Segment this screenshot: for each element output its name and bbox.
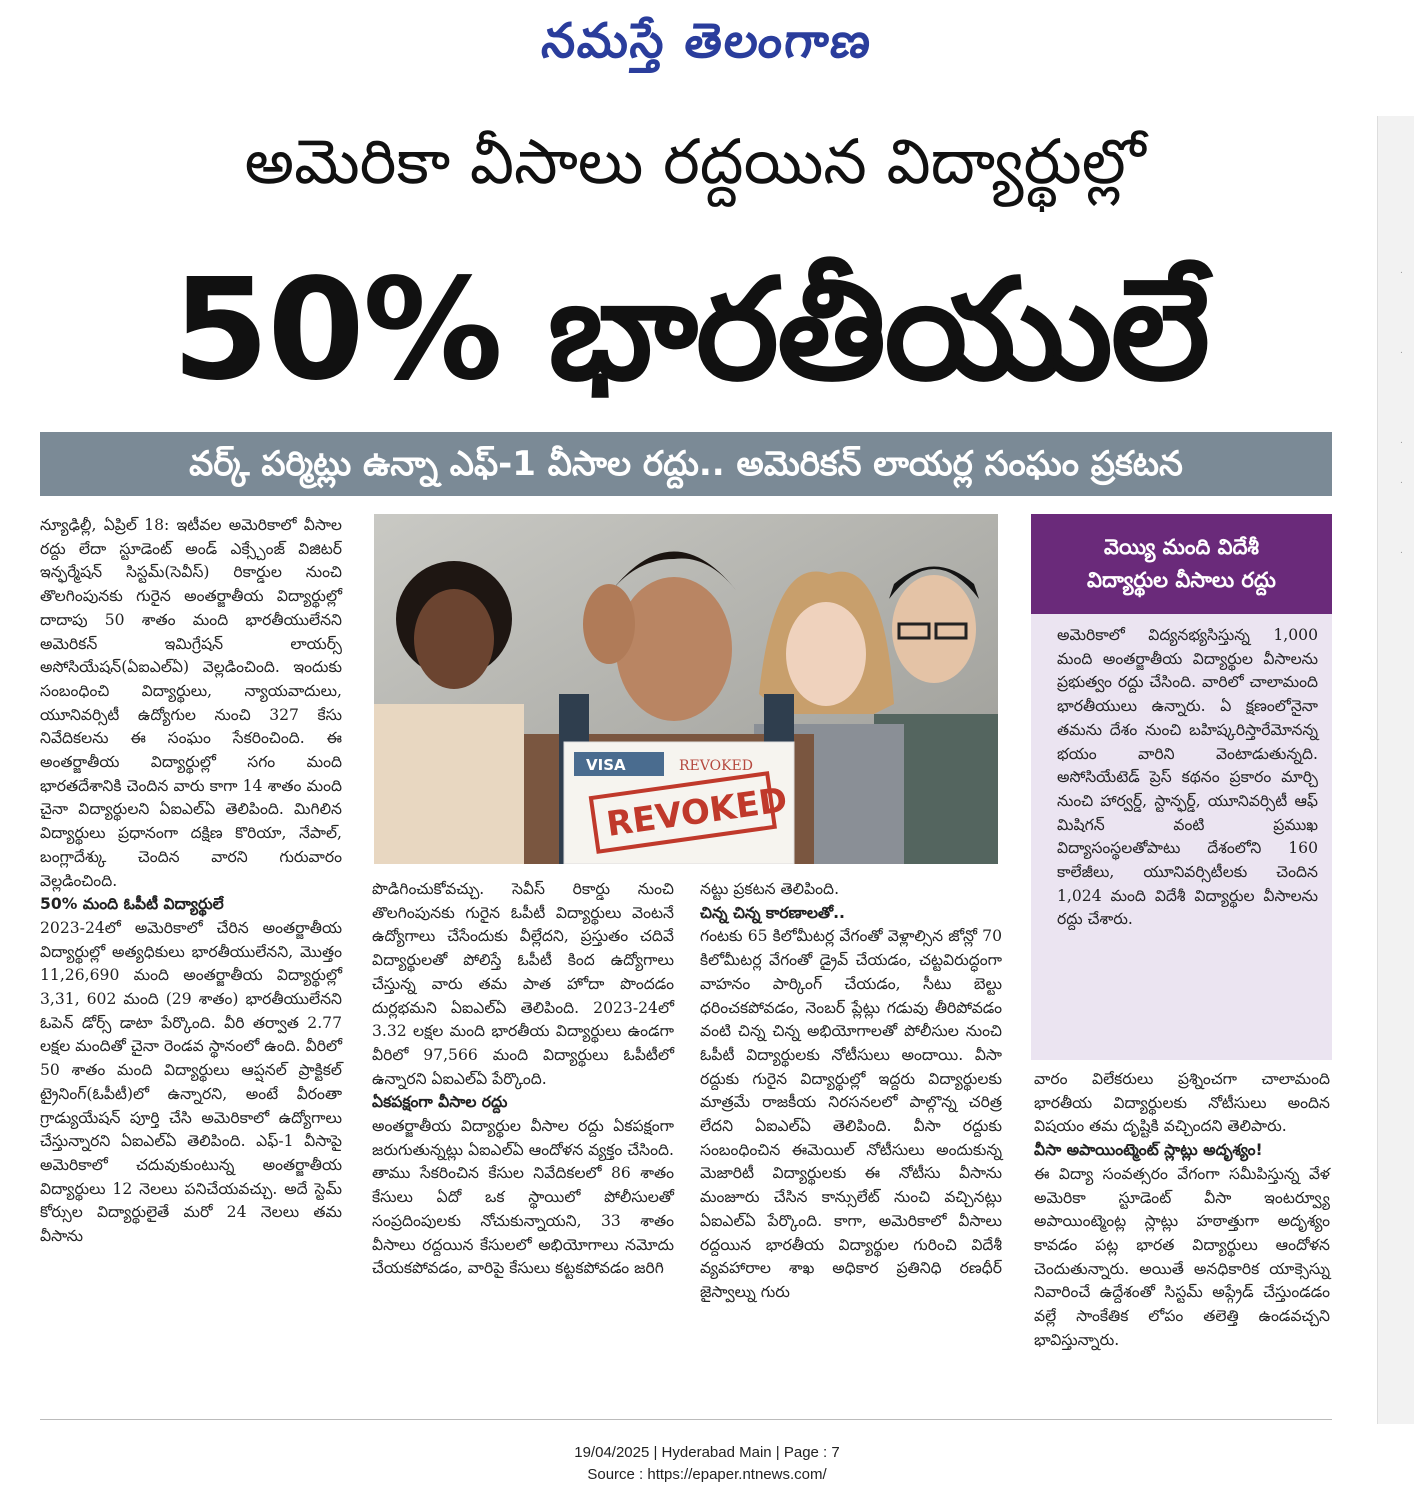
article-column-2 [372, 878, 674, 1281]
article-paragraph: గంటకు 65 కిలోమీటర్ల వేగంతో వెళ్లాల్సిన జోన్లో 70 కిలోమీటర్ల వేగంతో డ్రైవ్ చేయడం, చట్టవిరుద్ధంగా వాహనం పార్కింగ్ చేయడం, సీటు బెల్టు ధరించకపోవడం, నెంబర్ ప్లేట్లు గడువు తీరిపోవడం వంటి చిన్న చిన్న అభియోగాలతో పోలీసుల నుంచి ఓపీటీ విద్యార్థులకు నోటీసులు అందాయి. వీసా రద్దుకు గురైన విద్యార్థుల్లో ఇద్దరు విద్యార్థులకు మాత్రమే రాజకీయ నిరసనలలో పాల్గొన్న చరిత్ర లేదని ఏఐఎల్ఏ తెలిపింది. వీసా రద్దుకు సంబంధించిన ఈమెయిల్ నోటీసులు అందుకున్న మెజారిటీ విద్యార్థులకు ఈ నోటీసు వీసాను మంజూరు చేసిన కాన్సులేట్ నుంచి వచ్చినట్లు ఏఐఎల్ఏ పేర్కొంది. కాగా, అమెరికాలో వీసాలు రద్దయిన భారతీయ విద్యార్థుల గురించి విదేశీ వ్యవహారాల శాఖ అధికార ప్రతినిధి రణధీర్ జైస్వాల్ను గురు [700, 927, 1002, 1301]
revoked-stamp: REVOKED [604, 780, 790, 845]
page-footer [0, 1442, 1414, 1486]
newspaper-logo: నమస్తే తెలంగాణ [538, 13, 876, 69]
article-column-3 [700, 878, 1002, 1305]
strip-mark: . [1400, 346, 1403, 356]
sidebox-title-line-2: విద్యార్థుల వీసాలు రద్దు [1087, 568, 1276, 592]
article-column-4 [1034, 1068, 1330, 1352]
footer-source-link[interactable]: Source : https://epaper.ntnews.com/ [587, 1466, 827, 1483]
strip-mark: . [1400, 476, 1403, 486]
section-subheading: ఏకపక్షంగా వీసాల రద్దు [372, 1093, 508, 1112]
article-paragraph: అంతర్జాతీయ విద్యార్థుల వీసాల రద్దు ఏకపక్షంగా జరుగుతున్నట్లు ఏఐఎల్ఏ ఆందోళన వ్యక్తం చేసింది. తాము సేకరించిన కేసుల నివేదికలలో 86 శాతం కేసులు ఏదో ఒక స్థాయిలో పోలీసులతో సంప్రదింపులకు నోచుకున్నాయని, 33 శాతం వీసాలు రద్దయిన కేసులలో అభియోగాలు నమోదు చేయకపోవడం, వారిపై కేసులు కట్టకపోవడం జరిగి [372, 1117, 674, 1278]
strip-mark: . [1400, 266, 1403, 276]
section-subheading: 50% మంది ఓపీటీ విద్యార్థులే [40, 895, 224, 914]
visa-label: VISA [586, 756, 626, 774]
article-paragraph: న్యూఢిల్లీ, ఏప్రిల్ 18: ఇటీవల అమెరికాలో వీసాల రద్దు లేదా స్టూడెంట్ అండ్ ఎక్స్చేంజ్ విజిటర్ ఇన్ఫర్మేషన్ సిస్టమ్(సెవీస్) రికార్డుల నుంచి తొలగింపునకు గురైన అంతర్జాతీయ విద్యార్థుల్లో దాదాపు 50 శాతం మంది భారతీయులేనని అమెరికన్ ఇమిగ్రేషన్ లాయర్స్ అసోసియేషన్(ఏఐఎల్ఏ) వెల్లడించింది. ఇందుకు సంబంధించి విద్యార్థులు, న్యాయవాదులు, యూనివర్సిటీ ఉద్యోగుల నుంచి 327 కేసు నివేదికలను ఈ సంఘం సేకరించింది. ఈ అంతర్జాతీయ విద్యార్థుల్లో సగం మంది భారతదేశానికి చెందిన వారు కాగా 14 శాతం మంది చైనా విద్యార్థులని ఏఐఎల్ఏ తెలిపింది. మిగిలిన విద్యార్థులు ప్రధానంగా దక్షిణ కొరియా, నేపాల్, బంగ్లాదేశ్కు చెందిన వారని గురువారం వెల్లడించింది. [40, 516, 342, 890]
sidebox-paragraph: అమెరికాలో విద్యనభ్యసిస్తున్న 1,000 మంది అంతర్జాతీయ విద్యార్థుల వీసాలను ప్రభుత్వం రద్దు చేసింది. వారిలో చాలామంది భారతీయులు ఉన్నారు. ఏ క్షణంలోనైనా తమను దేశం నుంచి బహిష్కరిస్తారేమోనన్న భయం వారిని వెంటాడుతున్నది. అసోసియేటెడ్ ప్రెస్ కథనం ప్రకారం మార్చి నుంచి హార్వర్డ్, స్టాన్ఫర్డ్, యూనివర్సిటీ ఆఫ్ మిషిగన్ వంటి ప్రముఖ విద్యాసంస్థలతోపాటు దేశంలోని 160 కాలేజీలు, యూనివర్సిటీలకు చెందిన 1,024 మంది విదేశీ విద్యార్థుల వీసాలను రద్దు చేశారు. [1057, 626, 1318, 929]
bottom-divider [40, 1419, 1332, 1420]
section-subheading: వీసా అపాయింట్మెంట్ స్లాట్లు అదృశ్యం! [1034, 1141, 1263, 1160]
article-paragraph: ఈ విద్యా సంవత్సరం వేగంగా సమీపిస్తున్న వేళ అమెరికా స్టూడెంట్ వీసా ఇంటర్వ్యూ అపాయింట్మెంట్ల స్లాట్లు హఠాత్తుగా అదృశ్యం కావడం పట్ల భారత విద్యార్థులు ఆందోళన చెందుతున్నారు. అయితే అనధికారిక యాక్సెస్ను నివారించే ఉద్దేశంతో సిస్టమ్ అప్గ్రేడ్ చేస్తుండడం వల్లే సాంకేతిక లోపం తలెత్తి ఉండవచ్చని భావిస్తున్నారు. [1034, 1164, 1330, 1349]
article-paragraph: 2023-24లో అమెరికాలో చేరిన అంతర్జాతీయ విద్యార్థుల్లో అత్యధికులు భారతీయులేనని, మొత్తం 11,26,690 మంది అంతర్జాతీయ విద్యార్థుల్లో 3,31, 602 మంది (29 శాతం) భారతీయులేనని ఓపెన్ డోర్స్ డాటా పేర్కొంది. వీరి తర్వాత 2.77 లక్షల మందితో చైనా రెండవ స్థానంలో ఉంది. వీరిలో 50 శాతం మంది విద్యార్థులు ఆప్షనల్ ప్రాక్టికల్ ట్రైనింగ్(ఓపీటీ)లో ఉన్నారని, అంటే వీరంతా గ్రాడ్యుయేషన్ పూర్తి చేసి అమెరికాలో ఉద్యోగాలు చేస్తున్నారని ఏఐఎల్ఏ తెలిపింది. ఎఫ్-1 వీసాపై అమెరికాలో చదువుకుంటున్న అంతర్జాతీయ విద్యార్థులు 12 నెలలు పనిచేయవచ్చు. అదే స్టెమ్ కోర్సుల విద్యార్థులైతే మరో 24 నెలలు తమ వీసాను [40, 918, 342, 1246]
adjacent-page-strip [1377, 116, 1414, 1424]
sidebox-header [1031, 514, 1332, 614]
article-paragraph: నట్టు ప్రకటన తెలిపింది. [700, 880, 840, 898]
masthead [0, 6, 1414, 76]
sidebox-body [1031, 614, 1332, 1060]
strip-mark: . [1400, 546, 1403, 556]
revoked-small-label: REVOKED [679, 758, 754, 774]
article-paragraph: వారం విలేకరులు ప్రశ్నించగా చాలామంది భారతీయ విద్యార్థులకు నోటీసులు అందిన విషయం తమ దృష్టికి వచ్చిందని తెలిపారు. [1034, 1070, 1330, 1136]
article-column-1 [40, 514, 342, 1249]
section-subheading: చిన్న చిన్న కారణాలతో.. [700, 903, 845, 922]
students-visa-revoked-illustration [374, 514, 998, 864]
headline-kicker: అమెరికా వీసాలు రద్దయిన విద్యార్థుల్లో [244, 125, 1146, 198]
subheadline-bar: వర్క్ పర్మిట్లు ఉన్నా ఎఫ్-1 వీసాల రద్దు.. అమెరికన్ లాయర్ల సంఘం ప్రకటన [40, 432, 1332, 496]
strip-mark: . [1400, 436, 1403, 446]
footer-date-edition: 19/04/2025 | Hyderabad Main | Page : 7 [574, 1444, 840, 1461]
sidebox-title-line-1: వెయ్యి మంది విదేశీ [1104, 535, 1259, 559]
headline-main: 50% భారతీయులే [171, 249, 1209, 412]
news-photo [374, 514, 998, 864]
article-paragraph: పొడిగించుకోవచ్చు. సెవీస్ రికార్డు నుంచి తొలగింపునకు గురైన ఓపీటీ విద్యార్థులు వెంటనే ఉద్యోగాలు చేసేందుకు వీల్లేదని, ప్రస్తుతం చదివే విద్యార్థులతో పోలిస్తే ఓపీటీ కింద ఉద్యోగాలు చేస్తున్న వారు తమ పాత హోదా పొందడం దుర్లభమని ఏఐఎల్ఏ తెలిపింది. 2023-24లో 3.32 లక్షల మంది భారతీయ విద్యార్థులు ఉండగా వీరిలో 97,566 మంది విద్యార్థులు ఓపీటీలో ఉన్నారని ఏఐఎల్ఏ పేర్కొంది. [372, 880, 674, 1088]
